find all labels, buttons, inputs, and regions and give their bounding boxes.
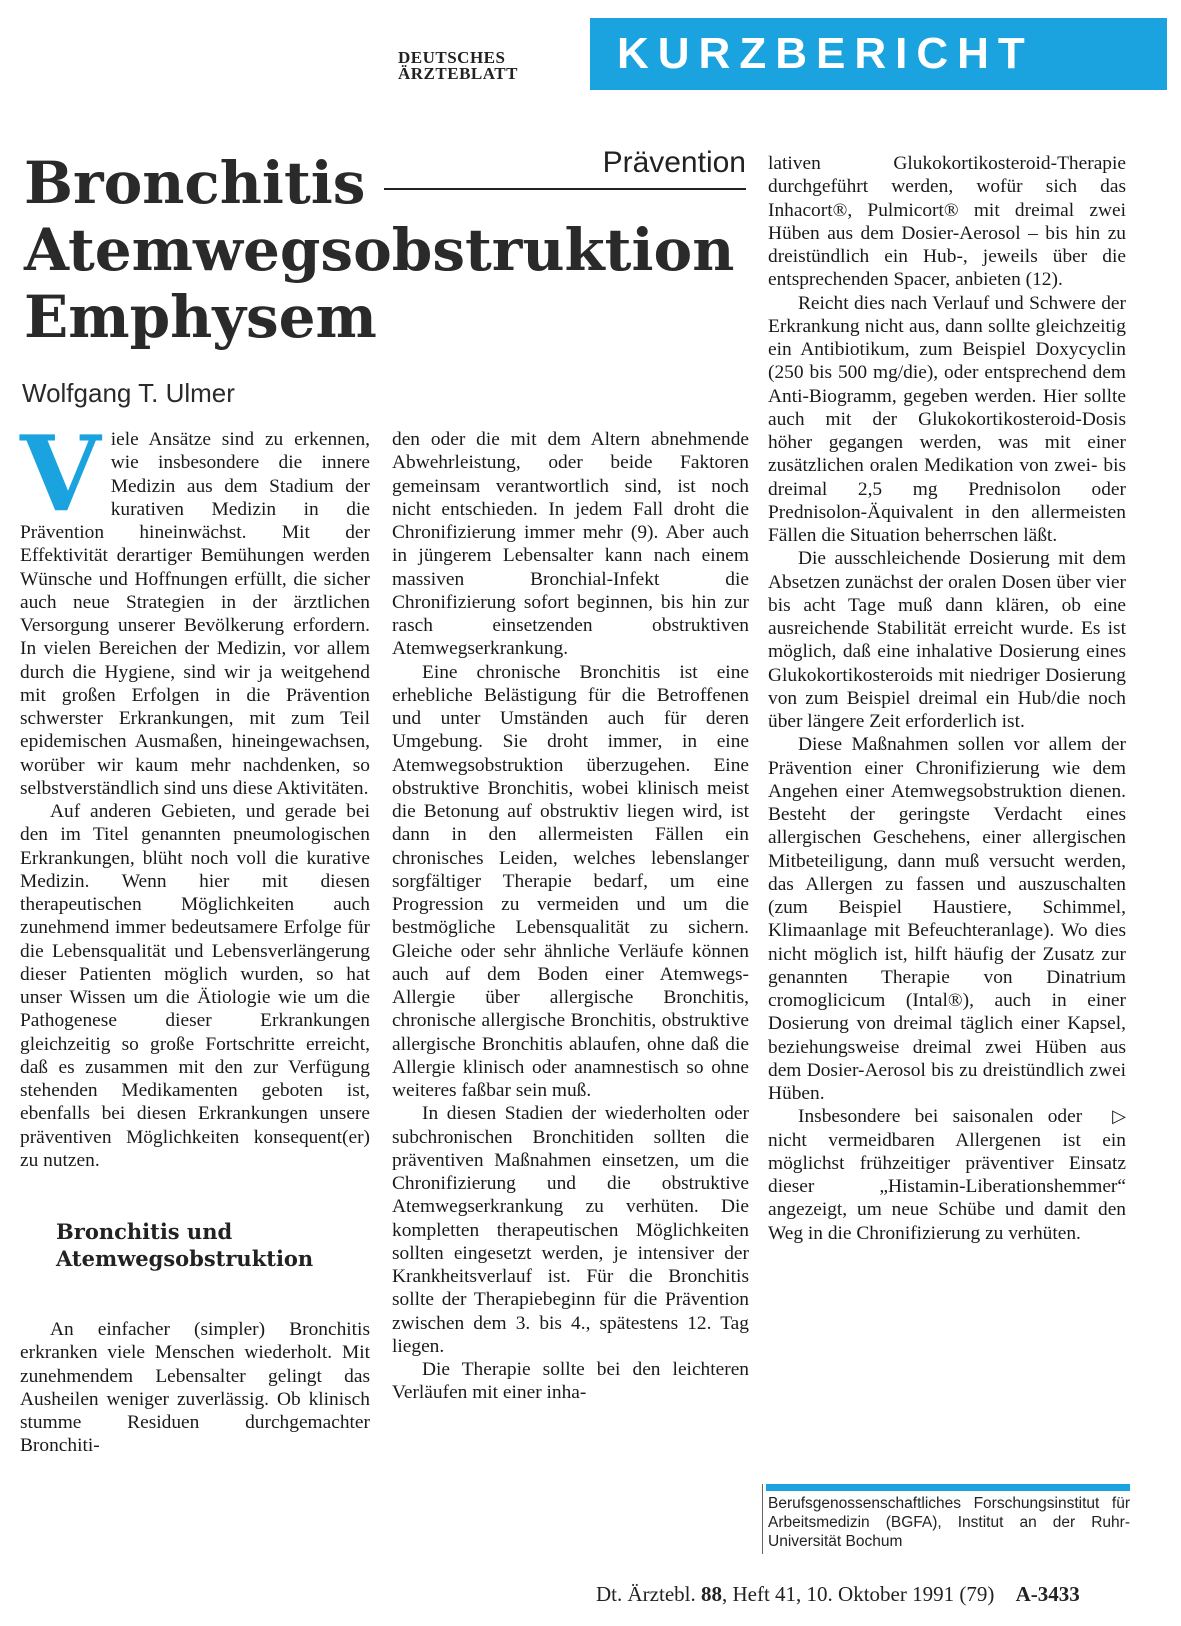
affiliation-rule bbox=[766, 1484, 1130, 1491]
paragraph: Eine chronische Bronchitis ist eine erhebliche Belästigung für die Betroffenen und unter Umständen auch für deren Umgebung. Sie droht immer, in eine Atemwegsobstruktion überzugehen. Eine obstruktive Bronchitis, wobei klinisch meist die Betonung auf obstruktiv liegen wird, ist dann in den allermeisten Fällen ein chronisches Leiden, welches lebenslanger sorgfältiger Therapie bedarf, um eine Progression zu vermeiden und um die bestmögliche Lebensqualität zu sichern. Gleiche oder sehr ähnliche Verläufe können auch auf dem Boden einer Atemwegs-Allergie über allergische Bronchitis, chronische allergische Bronchitis, obstruktive allergische Bronchitis ablaufen, ohne daß die Allergie klinisch oder anamnestisch so ohne weiteres faßbar sein muß. bbox=[392, 661, 749, 1101]
column-2 bbox=[392, 428, 749, 1405]
author-name: Wolfgang T. Ulmer bbox=[22, 378, 235, 408]
paragraph-text: iele Ansätze sind zu erkennen, wie insbesondere die innere Medizin aus dem Stadium der kurativen Medizin in die Prävention hineinwächst. Mit der Effektivität derartiger Bemühungen werden Wünsche und Hoffnungen erfüllt, die sicher auch neue Strategien in der ärztlichen Versorgung unserer Bevölkerung erfordern. In vielen Bereichen der Medizin, vor allem durch die Hygiene, sind wir ja weitgehend mit großen Erfolgen in die Prävention schwerster Erkrankungen, mit zum Teil epidemischen Ausmaßen, hineingewachsen, worüber wir kaum mehr nachdenken, so selbstverständlich sind uns diese Aktivitäten. bbox=[20, 429, 370, 799]
column-1 bbox=[20, 412, 370, 1458]
section-banner: KURZBERICHT bbox=[590, 18, 1167, 90]
logo-line-2: ÄRZTEBLATT bbox=[398, 64, 518, 83]
paragraph bbox=[768, 1105, 1126, 1245]
issue-date: , Heft 41, 10. Oktober 1991 (79) bbox=[721, 1582, 995, 1606]
title-line-2: Atemwegsobstruktion bbox=[24, 216, 735, 284]
paragraph: lativen Glukokortikosteroid-Therapie durchgeführt werden, wofür sich das Inhacort®, Pulmicort® mit dreimal zwei Hüben aus dem Dosier-Aerosol – bis hin zu dreistündlich ein Hub-, jeweils über die entsprechenden Spacer, anbieten (12). bbox=[768, 153, 1126, 291]
title-line-1: Bronchitis bbox=[24, 149, 366, 217]
page-footer bbox=[596, 1582, 1080, 1607]
heading-line-1: Bronchitis und bbox=[56, 1219, 233, 1244]
column-3 bbox=[768, 152, 1126, 1245]
article-title bbox=[24, 150, 764, 351]
volume-number: 88 bbox=[700, 1582, 722, 1606]
paragraph-text: Insbesondere bei saisonalen oder nicht vermeidbaren Allergenen ist ein möglichst frühzeitiger präventiver Einsatz dieser „Histamin-Liberationshemmer“ angezeigt, um neue Schübe und damit den Weg in die Chronifizierung zu verhüten. bbox=[768, 1106, 1126, 1244]
paragraph: den oder die mit dem Altern abnehmende Abwehrleistung, oder beide Faktoren gemeinsam verantwortlich sind, ist noch nicht entschieden. In jedem Fall droht die Chronifizierung immer mehr (9). Aber auch in jüngerem Lebensalter kann nach einem massiven Bronchial-Infekt die Chronifizierung sofort beginnen, bis hin zur rasch einsetzenden obstruktiven Atemwegserkrankung. bbox=[392, 429, 749, 660]
paragraph bbox=[20, 412, 370, 800]
author-affiliation: Berufsgenossenschaftliches Forschungsinstitut für Arbeitsmedizin (BGFA), Institut an der Ruhr-Universität Bochum bbox=[768, 1495, 1130, 1550]
paragraph: Die Therapie sollte bei den leichteren Verläufen mit einer inha- bbox=[392, 1359, 749, 1404]
page-number: A-3433 bbox=[1015, 1582, 1080, 1606]
rubric-label: Prävention bbox=[602, 146, 746, 179]
paragraph: An einfacher (simpler) Bronchitis erkranken viele Menschen wiederholt. Mit zunehmendem Lebensalter gelingt das Ausheilen weniger zuverlässig. Ob klinisch stumme Residuen durchgemachter Bronchiti- bbox=[20, 1319, 370, 1457]
affiliation-divider bbox=[762, 1484, 763, 1554]
journal-abbrev: Dt. Ärztebl. bbox=[596, 1582, 696, 1606]
section-heading bbox=[56, 1218, 370, 1272]
paragraph: Diese Maßnahmen sollen vor allem der Prävention einer Chronifizierung wie dem Angehen einer Atemwegsobstruktion dienen. Besteht der geringste Verdacht eines allergischen Geschehens, einer allergischen Mitbeteiligung, dann muß versucht werden, das Allergen zu fassen und auszuschalten (zum Beispiel Haustiere, Schimmel, Klimaanlage mit Befeuchteranlage). Wo dies nicht möglich ist, hilft häufig der Zusatz zur genannten Therapie von Dinatrium cromoglicicum (Intal®), auch in einer Dosierung von dreimal täglich einer Kapsel, beziehungsweise dreimal zwei Hüben aus dem Dosier-Aerosol bis zu dreistündlich zwei Hüben. bbox=[768, 734, 1126, 1104]
paragraph: Auf anderen Gebieten, und gerade bei den im Titel genannten pneumologischen Erkrankungen, blüht noch voll die kurative Medizin. Wenn hier mit diesen therapeutischen Möglichkeiten auch zunehmend immer bedeutsamere Erfolge für die Lebensqualität und Lebensverlängerung dieser Patienten möglich wurden, so hat unser Wissen um die Ätiologie wie um die Pathogenese dieser Erkrankungen gleichzeitig so große Fortschritte erreicht, daß es zusammen mit den zur Verfügung stehenden Medikamenten geboten ist, ebenfalls bei diesen Erkrankungen unsere präventiven Möglichkeiten konsequent(er) zu nutzen. bbox=[20, 801, 370, 1171]
journal-logo bbox=[398, 50, 570, 82]
paragraph: In diesen Stadien der wiederholten oder subchronischen Bronchitiden sollten die präventiven Maßnahmen einsetzen, um die Chronifizierung und die obstruktive Atemwegserkrankung zu verhüten. Die kompletten therapeutischen Möglichkeiten sollten eingesetzt werden, je intensiver der Krankheitsverlauf ist. Für die Bronchitis sollte der Therapiebeginn für die Prävention zwischen dem 3. bis 4., spätestens 12. Tag liegen. bbox=[392, 1103, 749, 1357]
continue-arrow-icon: ▷ bbox=[1112, 1106, 1126, 1128]
heading-line-2: Atemwegsobstruktion bbox=[56, 1246, 314, 1271]
title-line-3: Emphysem bbox=[24, 283, 377, 351]
logo-line-1: DEUTSCHES bbox=[398, 48, 506, 67]
paragraph: Die ausschleichende Dosierung mit dem Absetzen zunächst der oralen Dosen über vier bis acht Tage muß dann klären, ob eine ausreichende Stabilität erreicht wurde. Es ist möglich, daß eine inhalative Dosierung eines Glukokortikosteroids mit niedriger Dosierung von zum Beispiel dreimal ein Hub/die noch über längere Zeit erforderlich ist. bbox=[768, 548, 1126, 732]
drop-cap: V bbox=[20, 412, 101, 535]
paragraph: Reicht dies nach Verlauf und Schwere der Erkrankung nicht aus, dann sollte gleichzeitig ein Antibiotikum, zum Beispiel Doxycyclin (250 bis 500 mg/die), oder entsprechend dem Anti-Biogramm, gegeben werden. Hier sollte auch mit der Glukokortikosteroid-Dosis höher gegangen werden, was mit einer zusätzlichen oralen Medikation von zwei- bis dreimal 2,5 mg Prednisolon oder Prednisolon-Äquivalent in den allermeisten Fällen die Situation beherrschen läßt. bbox=[768, 292, 1126, 546]
